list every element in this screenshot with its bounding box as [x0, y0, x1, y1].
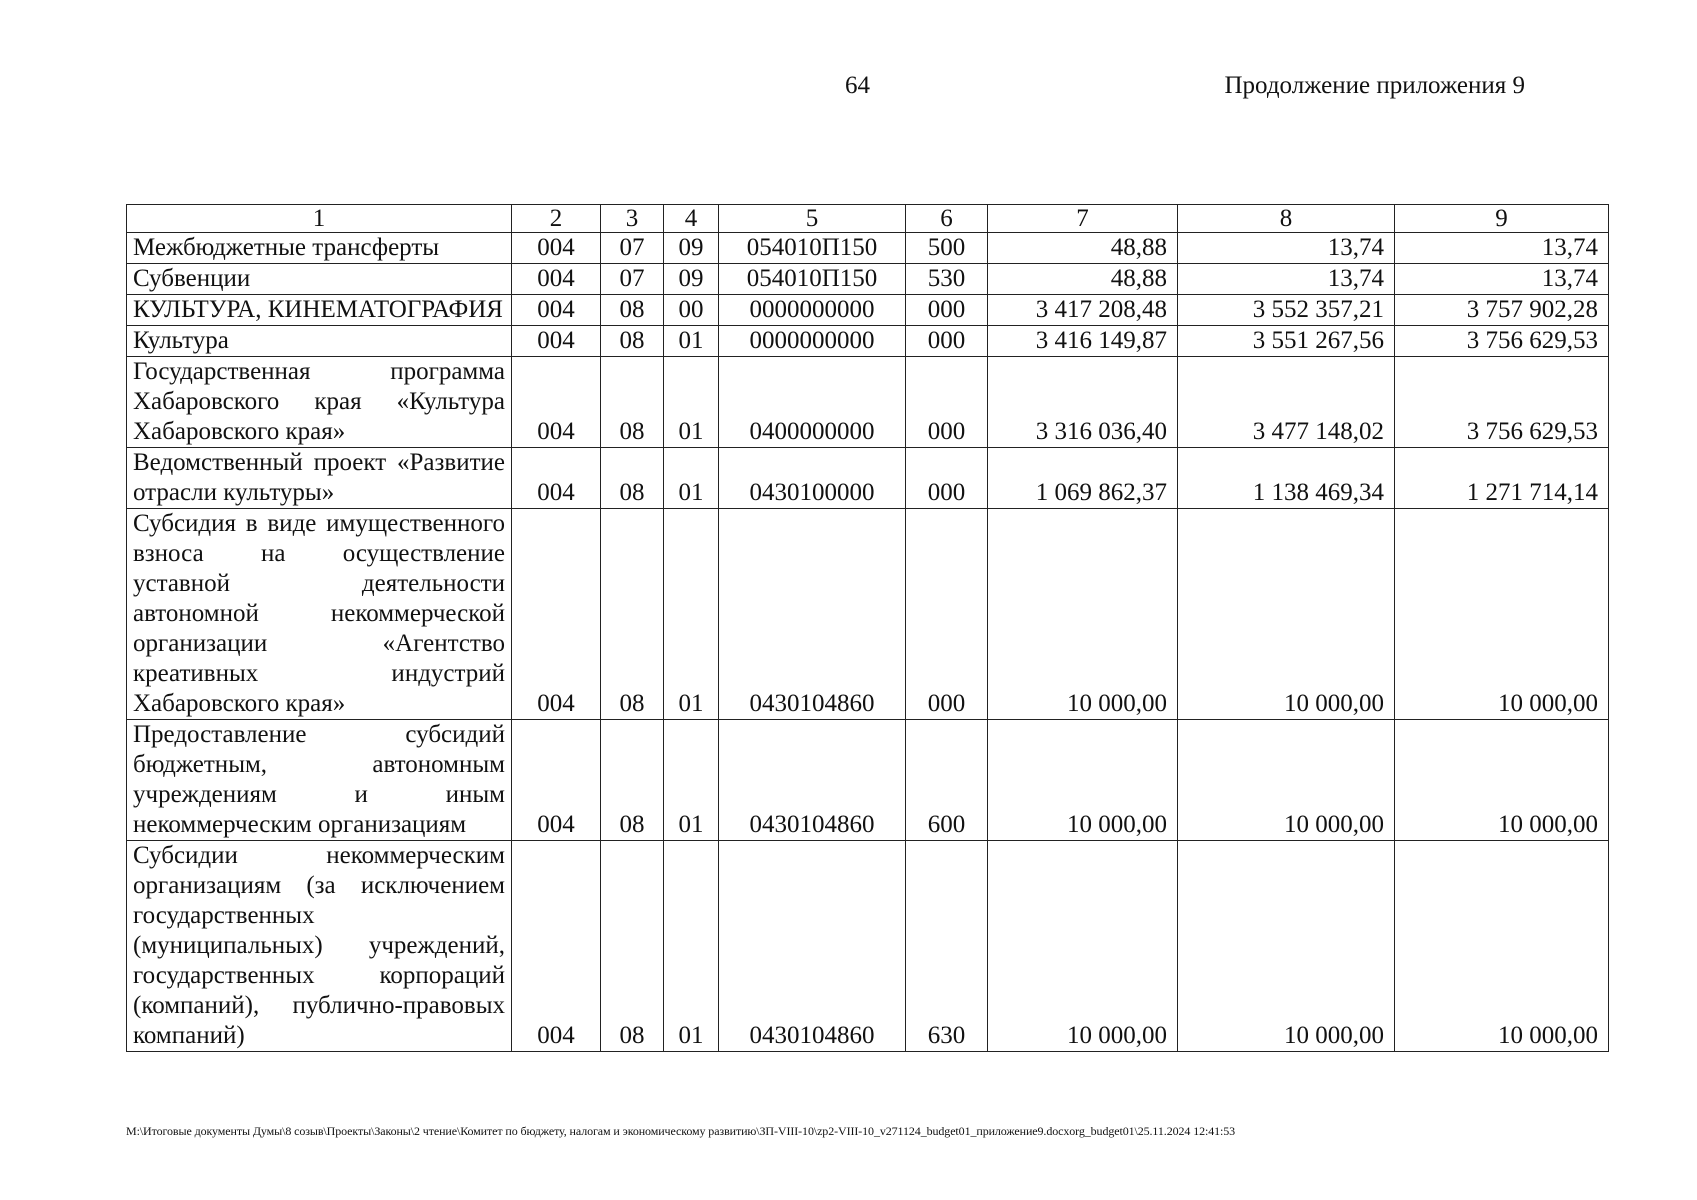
amount-col8: 1 138 469,34 [1178, 448, 1395, 509]
section-code: 08 [601, 357, 664, 448]
amount-col8: 13,74 [1178, 264, 1395, 295]
expense-type-code: 500 [906, 233, 988, 264]
line-item-name: КУЛЬТУРА, КИНЕМАТОГРАФИЯ [127, 295, 512, 326]
amount-col7: 10 000,00 [988, 720, 1178, 841]
column-number: 6 [906, 205, 988, 233]
section-code: 08 [601, 720, 664, 841]
amount-col7: 10 000,00 [988, 509, 1178, 720]
amount-col9: 1 271 714,14 [1395, 448, 1609, 509]
amount-col9: 3 756 629,53 [1395, 326, 1609, 357]
line-item-name: Культура [127, 326, 512, 357]
column-number: 4 [664, 205, 719, 233]
target-article-code: 0430100000 [719, 448, 906, 509]
column-number: 8 [1178, 205, 1395, 233]
target-article-code: 0430104860 [719, 509, 906, 720]
amount-col7: 3 316 036,40 [988, 357, 1178, 448]
subsection-code: 01 [664, 357, 719, 448]
amount-col7: 1 069 862,37 [988, 448, 1178, 509]
column-number: 5 [719, 205, 906, 233]
table-row [127, 264, 1609, 295]
amount-col7: 10 000,00 [988, 841, 1178, 1052]
table-row [127, 720, 1609, 841]
line-item-name: Межбюджетные трансферты [127, 233, 512, 264]
table-row [127, 448, 1609, 509]
amount-col9: 10 000,00 [1395, 720, 1609, 841]
column-number: 1 [127, 205, 512, 233]
section-code: 08 [601, 448, 664, 509]
ministry-code: 004 [512, 233, 601, 264]
ministry-code: 004 [512, 720, 601, 841]
section-code: 08 [601, 326, 664, 357]
expense-type-code: 000 [906, 509, 988, 720]
column-number: 3 [601, 205, 664, 233]
subsection-code: 00 [664, 295, 719, 326]
amount-col8: 10 000,00 [1178, 841, 1395, 1052]
column-number: 9 [1395, 205, 1609, 233]
table-body [127, 205, 1609, 1052]
subsection-code: 01 [664, 841, 719, 1052]
ministry-code: 004 [512, 295, 601, 326]
amount-col7: 48,88 [988, 264, 1178, 295]
target-article-code: 054010П150 [719, 233, 906, 264]
ministry-code: 004 [512, 264, 601, 295]
expense-type-code: 000 [906, 357, 988, 448]
table-row [127, 326, 1609, 357]
subsection-code: 01 [664, 326, 719, 357]
ministry-code: 004 [512, 448, 601, 509]
ministry-code: 004 [512, 509, 601, 720]
expense-type-code: 000 [906, 448, 988, 509]
amount-col8: 10 000,00 [1178, 720, 1395, 841]
amount-col9: 13,74 [1395, 233, 1609, 264]
table-row [127, 841, 1609, 1052]
subsection-code: 01 [664, 720, 719, 841]
amount-col9: 13,74 [1395, 264, 1609, 295]
section-code: 07 [601, 264, 664, 295]
section-code: 08 [601, 295, 664, 326]
subsection-code: 01 [664, 448, 719, 509]
table-row [127, 295, 1609, 326]
budget-table [126, 204, 1609, 1052]
appendix-continuation-note: Продолжение приложения 9 [1224, 72, 1525, 99]
ministry-code: 004 [512, 357, 601, 448]
line-item-name: Предоставление субсидий бюджетным, автономным учреждениям и иным некоммерческим организациям [127, 720, 512, 841]
amount-col9: 3 756 629,53 [1395, 357, 1609, 448]
target-article-code: 0000000000 [719, 295, 906, 326]
ministry-code: 004 [512, 326, 601, 357]
line-item-name: Субвенции [127, 264, 512, 295]
table-row [127, 233, 1609, 264]
target-article-code: 0000000000 [719, 326, 906, 357]
amount-col7: 3 417 208,48 [988, 295, 1178, 326]
column-number: 7 [988, 205, 1178, 233]
line-item-name: Ведомственный проект «Развитие отрасли культуры» [127, 448, 512, 509]
amount-col9: 10 000,00 [1395, 841, 1609, 1052]
expense-type-code: 600 [906, 720, 988, 841]
column-number: 2 [512, 205, 601, 233]
subsection-code: 09 [664, 233, 719, 264]
ministry-code: 004 [512, 841, 601, 1052]
table-row [127, 357, 1609, 448]
section-code: 08 [601, 841, 664, 1052]
target-article-code: 0400000000 [719, 357, 906, 448]
amount-col9: 3 757 902,28 [1395, 295, 1609, 326]
section-code: 08 [601, 509, 664, 720]
amount-col8: 3 552 357,21 [1178, 295, 1395, 326]
amount-col9: 10 000,00 [1395, 509, 1609, 720]
expense-type-code: 000 [906, 295, 988, 326]
section-code: 07 [601, 233, 664, 264]
expense-type-code: 530 [906, 264, 988, 295]
amount-col7: 48,88 [988, 233, 1178, 264]
amount-col8: 3 477 148,02 [1178, 357, 1395, 448]
line-item-name: Государственная программа Хабаровского края «Культура Хабаровского края» [127, 357, 512, 448]
amount-col8: 3 551 267,56 [1178, 326, 1395, 357]
column-number-row [127, 205, 1609, 233]
target-article-code: 054010П150 [719, 264, 906, 295]
target-article-code: 0430104860 [719, 841, 906, 1052]
expense-type-code: 000 [906, 326, 988, 357]
document-file-path: М:\Итоговые документы Думы\8 созыв\Проекты\Законы\2 чтение\Комитет по бюджету, налогам и экономическому развитию\ЗП-VIII-10\zp2-VIII-10_v271124_budget01_приложение9.docxorg_budget01\25.11.2024 12:41:53 [126, 1124, 1236, 1138]
amount-col8: 13,74 [1178, 233, 1395, 264]
page-number: 64 [845, 72, 870, 99]
subsection-code: 09 [664, 264, 719, 295]
line-item-name: Субсидия в виде имущественного взноса на осуществление уставной деятельности автономной некоммерческой организации «Агентство креативных индустрий Хабаровского края» [127, 509, 512, 720]
line-item-name: Субсидии некоммерческим организациям (за исключением государственных (муниципальных) учреждений, государственных корпораций (компаний), публично-правовых компаний) [127, 841, 512, 1052]
subsection-code: 01 [664, 509, 719, 720]
target-article-code: 0430104860 [719, 720, 906, 841]
table-row [127, 509, 1609, 720]
amount-col8: 10 000,00 [1178, 509, 1395, 720]
expense-type-code: 630 [906, 841, 988, 1052]
amount-col7: 3 416 149,87 [988, 326, 1178, 357]
